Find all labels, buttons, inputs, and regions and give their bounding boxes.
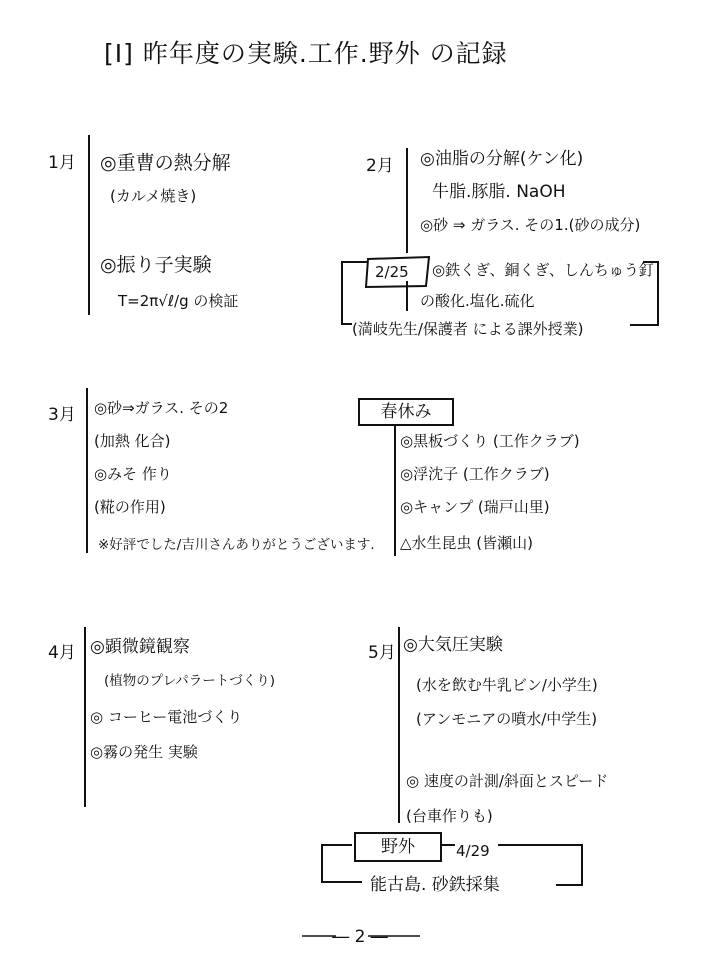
mar-item-1: ◎砂⇒ガラス. その2 <box>94 399 229 417</box>
may-item-3: (アンモニアの噴水/中学生) <box>416 710 598 728</box>
mar-item-5: ※好評でした/吉川さんありがとうございます. <box>98 537 375 553</box>
page-number: ― 2 ― <box>332 927 388 947</box>
may-item-4: ◎ 速度の計測/斜面とスピード <box>406 772 609 790</box>
page-title: [I] 昨年度の実験.工作.野外 の記録 <box>104 39 508 68</box>
outdoor-activity: 能古島. 砂鉄採集 <box>370 875 500 895</box>
may-item-2: (水を飲む牛乳ビン/小学生) <box>416 676 598 694</box>
feb-item-3: ◎砂 ⇒ ガラス. その1.(砂の成分) <box>420 216 641 234</box>
apr-item-3: ◎ コーヒー電池づくり <box>90 708 243 726</box>
month-label-january: 1月 <box>48 153 76 173</box>
apr-item-2: (植物のプレパラートづくり) <box>104 673 276 689</box>
apr-item-1: ◎顕微鏡観察 <box>90 637 190 657</box>
feb-special-1: ◎鉄くぎ、銅くぎ、しんちゅう釘 <box>432 261 654 279</box>
feb-item-1: ◎油脂の分解(ケン化) <box>420 149 584 169</box>
may-item-1: ◎大気圧実験 <box>403 635 503 655</box>
spring-break-box: 春休み <box>358 398 454 426</box>
spring-item-1: ◎黒板づくり (工作クラブ) <box>400 432 580 450</box>
feb-special-2: の酸化.塩化.硫化 <box>420 292 535 310</box>
spring-item-3: ◎キャンプ (瑞戸山里) <box>400 498 550 516</box>
may-item-5: (台車作りも) <box>406 807 493 825</box>
month-label-april: 4月 <box>48 643 76 663</box>
may-divider <box>398 627 400 823</box>
outdoor-date: 4/29 <box>456 842 490 860</box>
month-label-may: 5月 <box>368 643 396 663</box>
mar-item-2: (加熱 化合) <box>94 432 171 450</box>
apr-item-4: ◎霧の発生 実験 <box>90 743 198 761</box>
april-divider <box>84 627 86 807</box>
feb-special-3: (満岐先生/保護者 による課外授業) <box>352 320 584 338</box>
jan-item-4: T=2π√ℓ/g の検証 <box>118 292 239 310</box>
mar-item-4: (糀の作用) <box>94 498 166 516</box>
jan-item-3: ◎振り子実験 <box>100 254 212 276</box>
spring-break-divider <box>394 424 396 556</box>
feb-date-box-label: 2/25 <box>375 263 409 281</box>
month-label-february: 2月 <box>366 156 394 176</box>
spring-item-4: △水生昆虫 (皆瀬山) <box>400 534 534 552</box>
spring-item-2: ◎浮沈子 (工作クラブ) <box>400 465 550 483</box>
feb-item-2: 牛脂.豚脂. NaOH <box>432 182 566 202</box>
jan-item-2: (カルメ焼き) <box>110 187 197 205</box>
outdoor-box: 野外 <box>354 832 442 862</box>
month-label-march: 3月 <box>48 405 76 425</box>
march-divider <box>86 388 88 553</box>
mar-item-3: ◎みそ 作り <box>94 465 172 483</box>
jan-item-1: ◎重曹の熱分解 <box>100 152 231 174</box>
